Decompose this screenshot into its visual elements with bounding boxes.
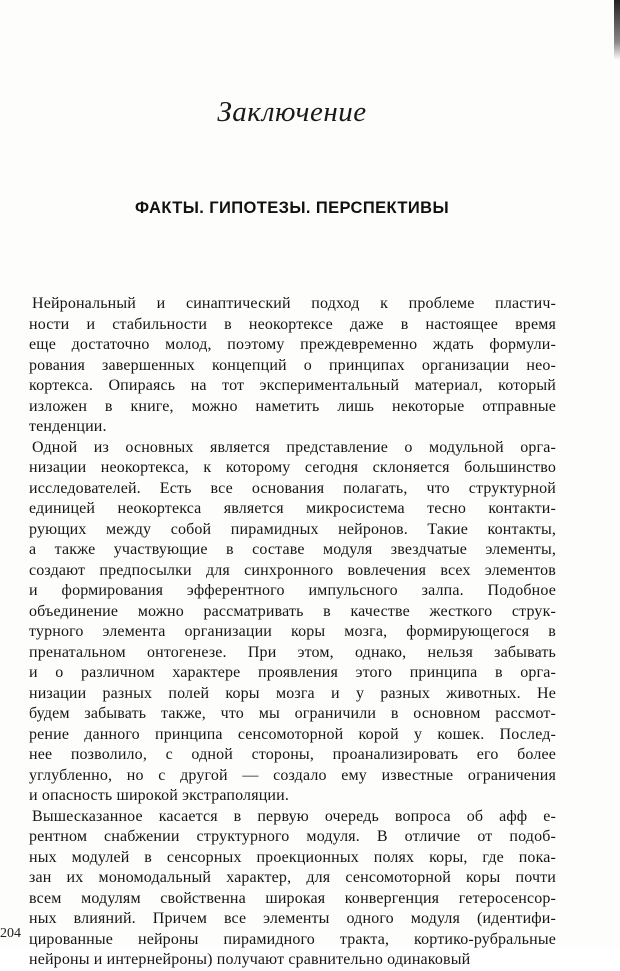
text-line: рования завершенных концепций о принципах организации нео- xyxy=(29,356,556,374)
text-line: Вышесказанное касается в первую очередь вопроса об афф е- xyxy=(32,807,556,825)
text-line: Одной из основных является представление о модульной орга- xyxy=(32,438,556,456)
paragraph xyxy=(29,438,556,807)
text-line: зан их мономодальный характер, для сенсомоторной коры почти xyxy=(29,869,556,886)
body-text xyxy=(29,294,556,971)
text-line: тенденции. xyxy=(29,418,107,435)
text-line: всем модулям свойственна широкая конвергенция гетеросенсор- xyxy=(29,889,556,907)
text-line: исследователей. Есть все основания полагать, что структурной xyxy=(29,479,556,497)
section-heading: ФАКТЫ. ГИПОТЕЗЫ. ПЕРСПЕКТИВЫ xyxy=(134,199,450,217)
text-line: еще достаточно молод, поэтому преждевременно ждать формули- xyxy=(29,336,556,353)
text-line: углубленно, но с другой — создало ему известные ограничения xyxy=(29,766,556,784)
text-line: и формирования эфферентного импульсного залпа. Подобное xyxy=(29,582,556,599)
text-line: и о различном характере проявления этого принципа в орга- xyxy=(29,664,556,681)
text-line: низации разных полей коры мозга и у разных животных. Не xyxy=(29,684,556,702)
text-line: будем забывать также, что мы ограничили в основном рассмот- xyxy=(29,705,556,722)
scan-edge-shadow xyxy=(614,0,620,60)
paragraph xyxy=(29,807,556,971)
text-line: изложен в книге, можно наметить лишь некоторые отправные xyxy=(29,397,556,415)
text-line: ных влияний. Причем все элементы одного модуля (идентифи- xyxy=(29,910,556,927)
text-line: нее позволило, с одной стороны, проанализировать его более xyxy=(29,746,556,763)
text-line: турного элемента организации коры мозга, формирующегося в xyxy=(29,623,556,640)
text-line: единицей неокортекса является микросистема тесно контакти- xyxy=(29,500,556,517)
text-line: создают предпосылки для синхронного вовлечения всех элементов xyxy=(29,561,556,579)
text-line: рентном снабжении структурного модуля. В отличие от подоб- xyxy=(29,828,556,845)
text-line: рение данного принципа сенсомоторной корой у кошек. Послед- xyxy=(29,725,556,743)
chapter-title: Заключение xyxy=(217,96,367,128)
text-line: ности и стабильности в неокортексе даже в настоящее время xyxy=(29,315,556,333)
paragraph xyxy=(29,294,556,438)
page-number: 204 xyxy=(0,926,21,941)
text-line: кортекса. Опираясь на тот экспериментальный материал, который xyxy=(29,377,556,394)
text-line: нейроны и интернейроны) получают сравнительно одинаковый xyxy=(29,951,471,968)
text-line: пренатальном онтогенезе. При этом, однако, нельзя забывать xyxy=(29,643,556,661)
text-line: ных модулей в сенсорных проекционных полях коры, где пока- xyxy=(29,848,556,866)
text-line: и опасность широкой экстраполяции. xyxy=(29,787,289,804)
text-line: Нейрональный и синаптический подход к проблеме пластич- xyxy=(32,295,556,312)
text-line: цированные нейроны пирамидного тракта, кортико-рубральные xyxy=(29,930,556,948)
text-line: а также участвующие в составе модуля звездчатые элементы, xyxy=(29,541,556,558)
text-line: рующих между собой пирамидных нейронов. Такие контакты, xyxy=(29,520,556,538)
text-line: низации неокортекса, к которому сегодня склоняется большинство xyxy=(29,459,556,476)
text-line: объединение можно рассматривать в качестве жесткого струк- xyxy=(29,602,556,620)
